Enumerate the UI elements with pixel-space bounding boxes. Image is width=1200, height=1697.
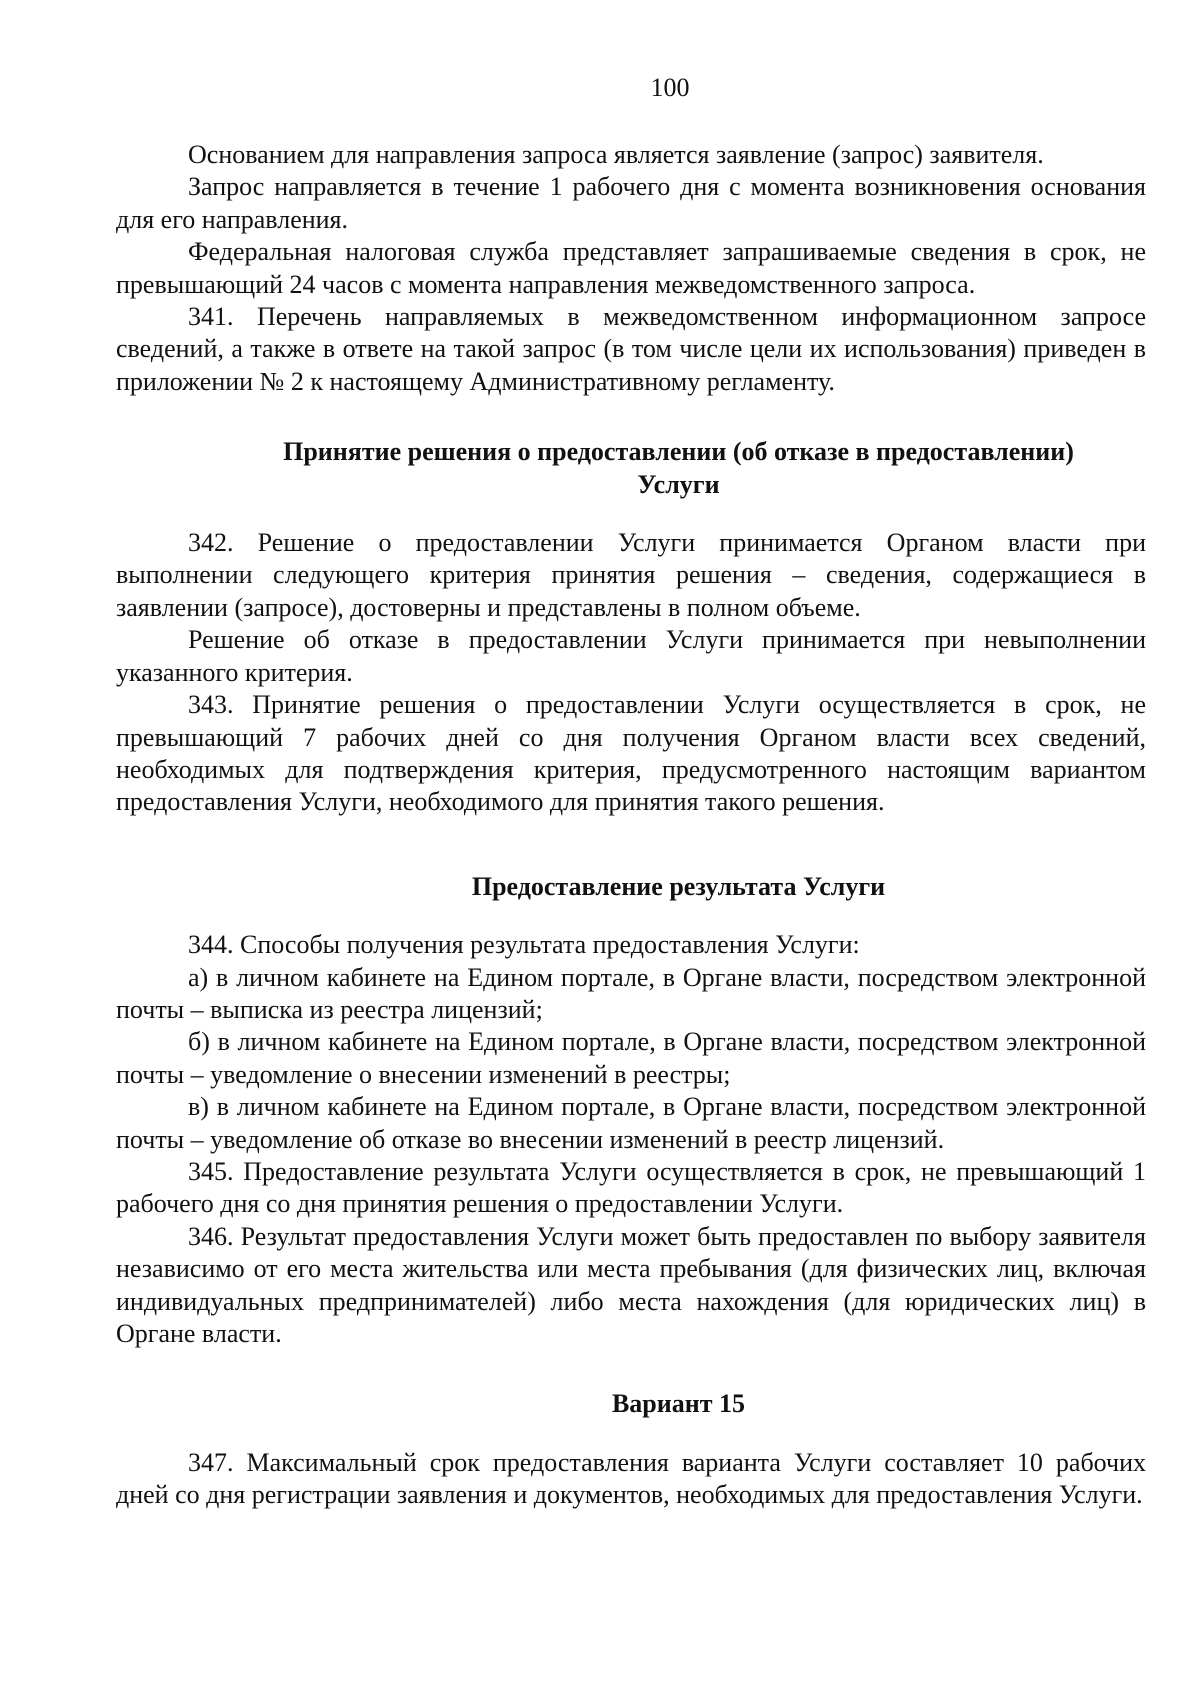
paragraph-347: 347. Максимальный срок предоставления варианта Услуги составляет 10 рабочих дней со дня регистрации заявления и документов, необходимых для предоставления Услуги.	[116, 1447, 1146, 1510]
section-heading-decision: Принятие решения о предоставлении (об отказе в предоставлении)	[283, 437, 1074, 467]
document-body	[116, 139, 1146, 1512]
paragraph: Основанием для направления запроса является заявление (запрос) заявителя.	[188, 140, 1044, 169]
paragraph: Запрос направляется в течение 1 рабочего дня с момента возникновения основания для его направления.	[116, 172, 1146, 234]
list-item-b: б) в личном кабинете на Едином портале, в Органе власти, посредством электронной почты – уведомление о внесении изменений в реестры;	[116, 1027, 1146, 1089]
section-heading-variant: Вариант 15	[611, 1389, 746, 1419]
paragraph-343: 343. Принятие решения о предоставлении Услуги осуществляется в срок, не превышающий 7 рабочих дней со дня получения Органом власти всех сведений, необходимых для подтверждения критерия, предусмотренного настоящим вариантом предоставления Услуги, необходимого для принятия такого решения.	[116, 690, 1146, 817]
page-number: 100	[650, 73, 690, 102]
section-heading-decision-line2: Услуги	[637, 469, 720, 499]
section-heading-result: Предоставление результата Услуги	[471, 871, 886, 901]
paragraph-342: 342. Решение о предоставлении Услуги принимается Органом власти при выполнении следующего критерия принятия решения – сведения, содержащиеся в заявлении (запросе), достоверны и представлены в полном объеме.	[116, 528, 1146, 622]
list-item-v: в) в личном кабинете на Едином портале, в Органе власти, посредством электронной почты – уведомление об отказе во внесении изменений в реестр лицензий.	[116, 1092, 1146, 1154]
paragraph-345: 345. Предоставление результата Услуги осуществляется в срок, не превышающий 1 рабочего дня со дня принятия решения о предоставлении Услуги.	[116, 1156, 1146, 1219]
list-item-a: а) в личном кабинете на Едином портале, в Органе власти, посредством электронной почты – выписка из реестра лицензий;	[116, 962, 1146, 1024]
paragraph-341: 341. Перечень направляемых в межведомственном информационном запросе сведений, а также в ответе на такой запрос (в том числе цели их использования) приведен в приложении № 2 к настоящему Административному регламенту.	[116, 302, 1146, 396]
paragraph-346: 346. Результат предоставления Услуги может быть предоставлен по выбору заявителя независимо от его места жительства или места пребывания (для физических лиц, включая индивидуальных предпринимателей) либо места нахождения (для юридических лиц) в Органе власти.	[116, 1221, 1146, 1348]
paragraph-344: 344. Способы получения результата предоставления Услуги:	[188, 930, 860, 960]
paragraph: Решение об отказе в предоставлении Услуги принимается при невыполнении указанного критерия.	[116, 625, 1146, 687]
paragraph: Федеральная налоговая служба представляет запрашиваемые сведения в срок, не превышающий 24 часов с момента направления межведомственного запроса.	[116, 237, 1146, 299]
